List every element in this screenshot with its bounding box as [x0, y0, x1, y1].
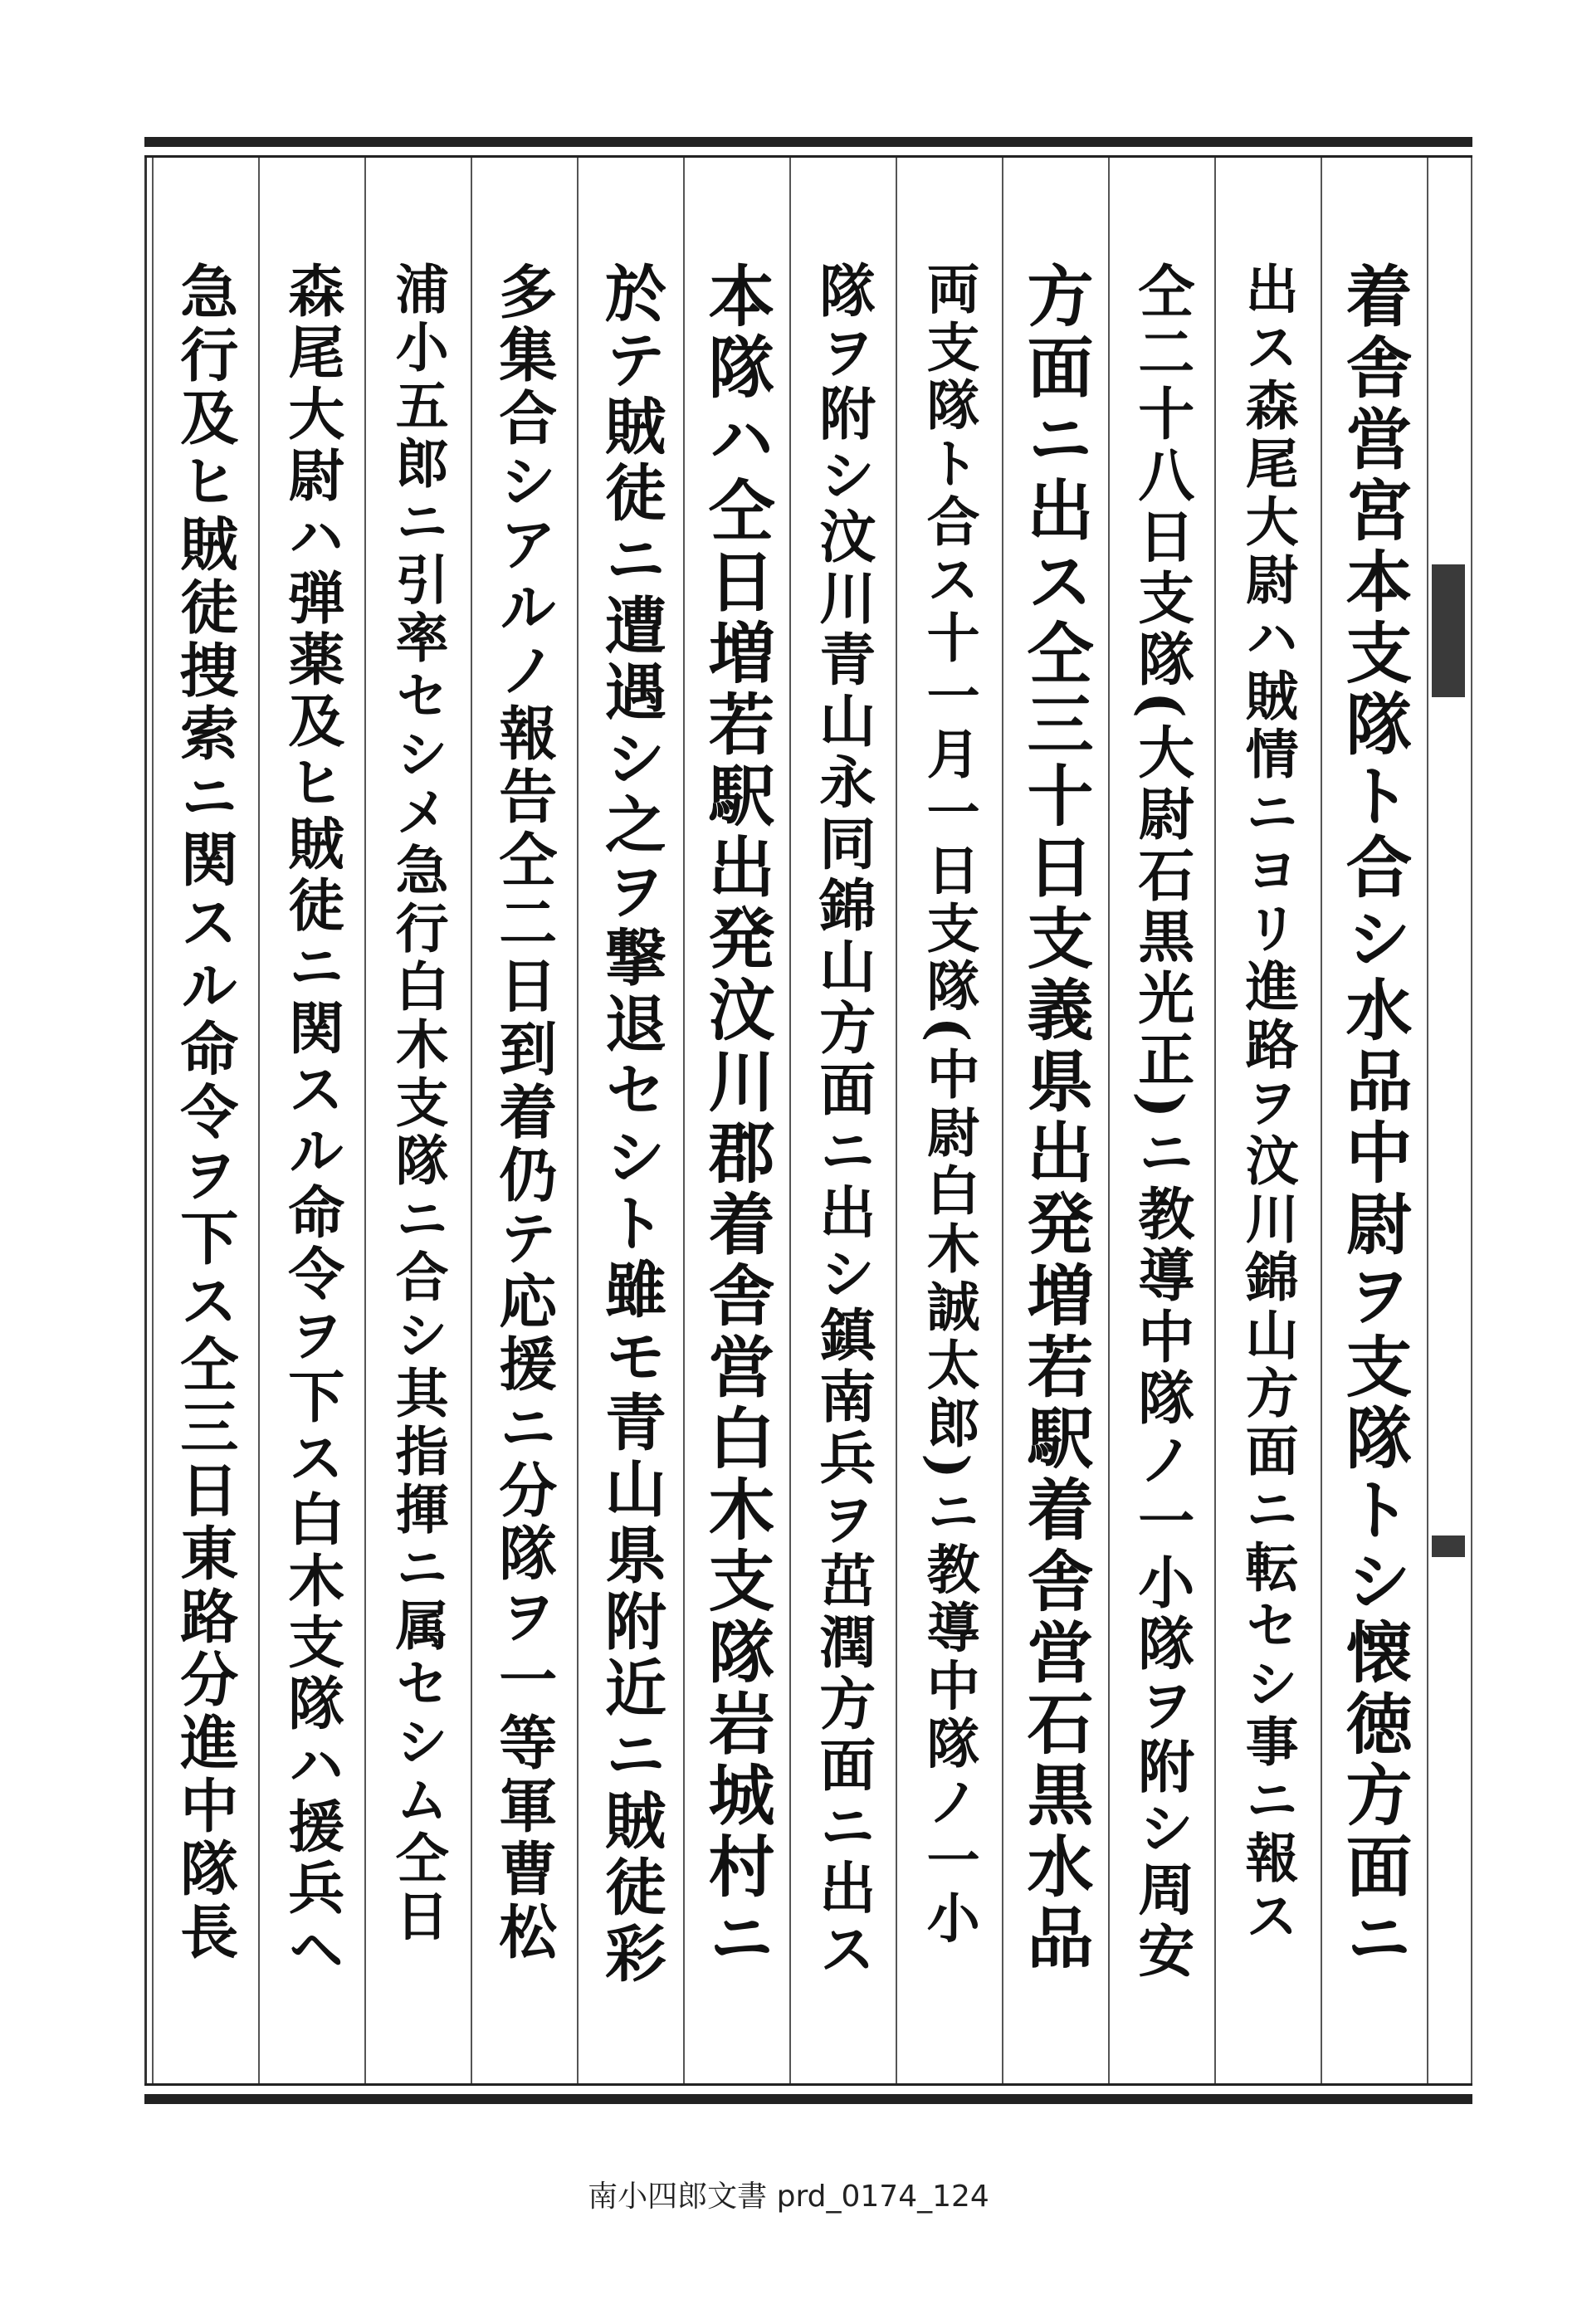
text-column	[258, 261, 364, 1988]
left-border-line	[144, 158, 147, 2083]
bottom-border-rule-thin	[144, 2083, 1472, 2086]
top-border-rule	[144, 137, 1472, 147]
handwritten-line: 本隊ハ仝日増若駅出発汶川郡着舎営白木支隊岩城村ニ	[697, 261, 775, 1975]
handwritten-line: 於テ賊徒ニ遭遇シ之ヲ撃退セシト雖モ青山県附近ニ賊徒彩	[594, 261, 666, 1988]
outer-rule-line	[1471, 158, 1472, 2083]
handwritten-line: 仝二十八日支隊(大尉石黒光正)ニ教導中隊ノ一小隊ヲ附シ周安	[1128, 261, 1195, 1984]
text-column	[1214, 261, 1321, 1988]
text-column	[1108, 261, 1214, 1988]
document-caption: 南小四郎文書 prd_0174_124	[588, 2180, 989, 2214]
edge-tab-small	[1432, 1536, 1465, 1557]
text-column	[577, 261, 683, 1988]
text-column	[683, 261, 789, 1988]
text-column	[1321, 261, 1427, 1988]
text-column	[789, 261, 896, 1988]
text-column	[471, 261, 577, 1988]
handwritten-line: 隊ヲ附シ汶川青山永同錦山方面ニ出シ鎮南兵ヲ茁潤方面ニ出ス	[809, 261, 876, 1981]
handwritten-line: 方面ニ出ス仝三十日支義県出発増若駅着舎営石黒水品	[1016, 261, 1094, 1975]
text-column	[152, 261, 258, 1988]
text-column	[364, 261, 471, 1988]
column-rule-line	[1427, 158, 1428, 2083]
handwritten-line: 出ス森尾大尉ハ賊情ニヨリ進路ヲ汶川錦山方面ニ転セシ事ニ報ス	[1236, 261, 1299, 1946]
handwritten-line: 森尾大尉ハ弾薬及ヒ賊徒ニ関スル命令ヲ下ス白木支隊ハ援兵ヘ	[278, 261, 345, 1981]
handwritten-line: 多集合シアルノ報告仝二日到着仍テ応援ニ分隊ヲ一等軍曹松	[489, 261, 559, 1965]
text-column	[896, 261, 1002, 1988]
top-border-rule-thin	[144, 155, 1472, 158]
handwritten-line: 着舎営宮本支隊ト合シ水品中尉ヲ支隊トシ懐徳方面ニ	[1335, 261, 1413, 1975]
bottom-border-rule	[144, 2094, 1472, 2104]
handwritten-line: 浦小五郎ニ引率セシメ急行白木支隊ニ合シ其指揮ニ属セシム仝日	[386, 261, 449, 1946]
handwritten-line: 急行及ヒ賊徒捜索ニ関スル命令ヲ下ス仝三日東路分進中隊長	[170, 261, 240, 1965]
text-column	[1002, 261, 1108, 1988]
edge-tab	[1432, 564, 1465, 697]
handwritten-line: 両支隊ト合ス十一月一日支隊(中尉白木誠太郎)ニ教導中隊ノ一小	[917, 261, 980, 1949]
manuscript-page	[144, 137, 1472, 2104]
